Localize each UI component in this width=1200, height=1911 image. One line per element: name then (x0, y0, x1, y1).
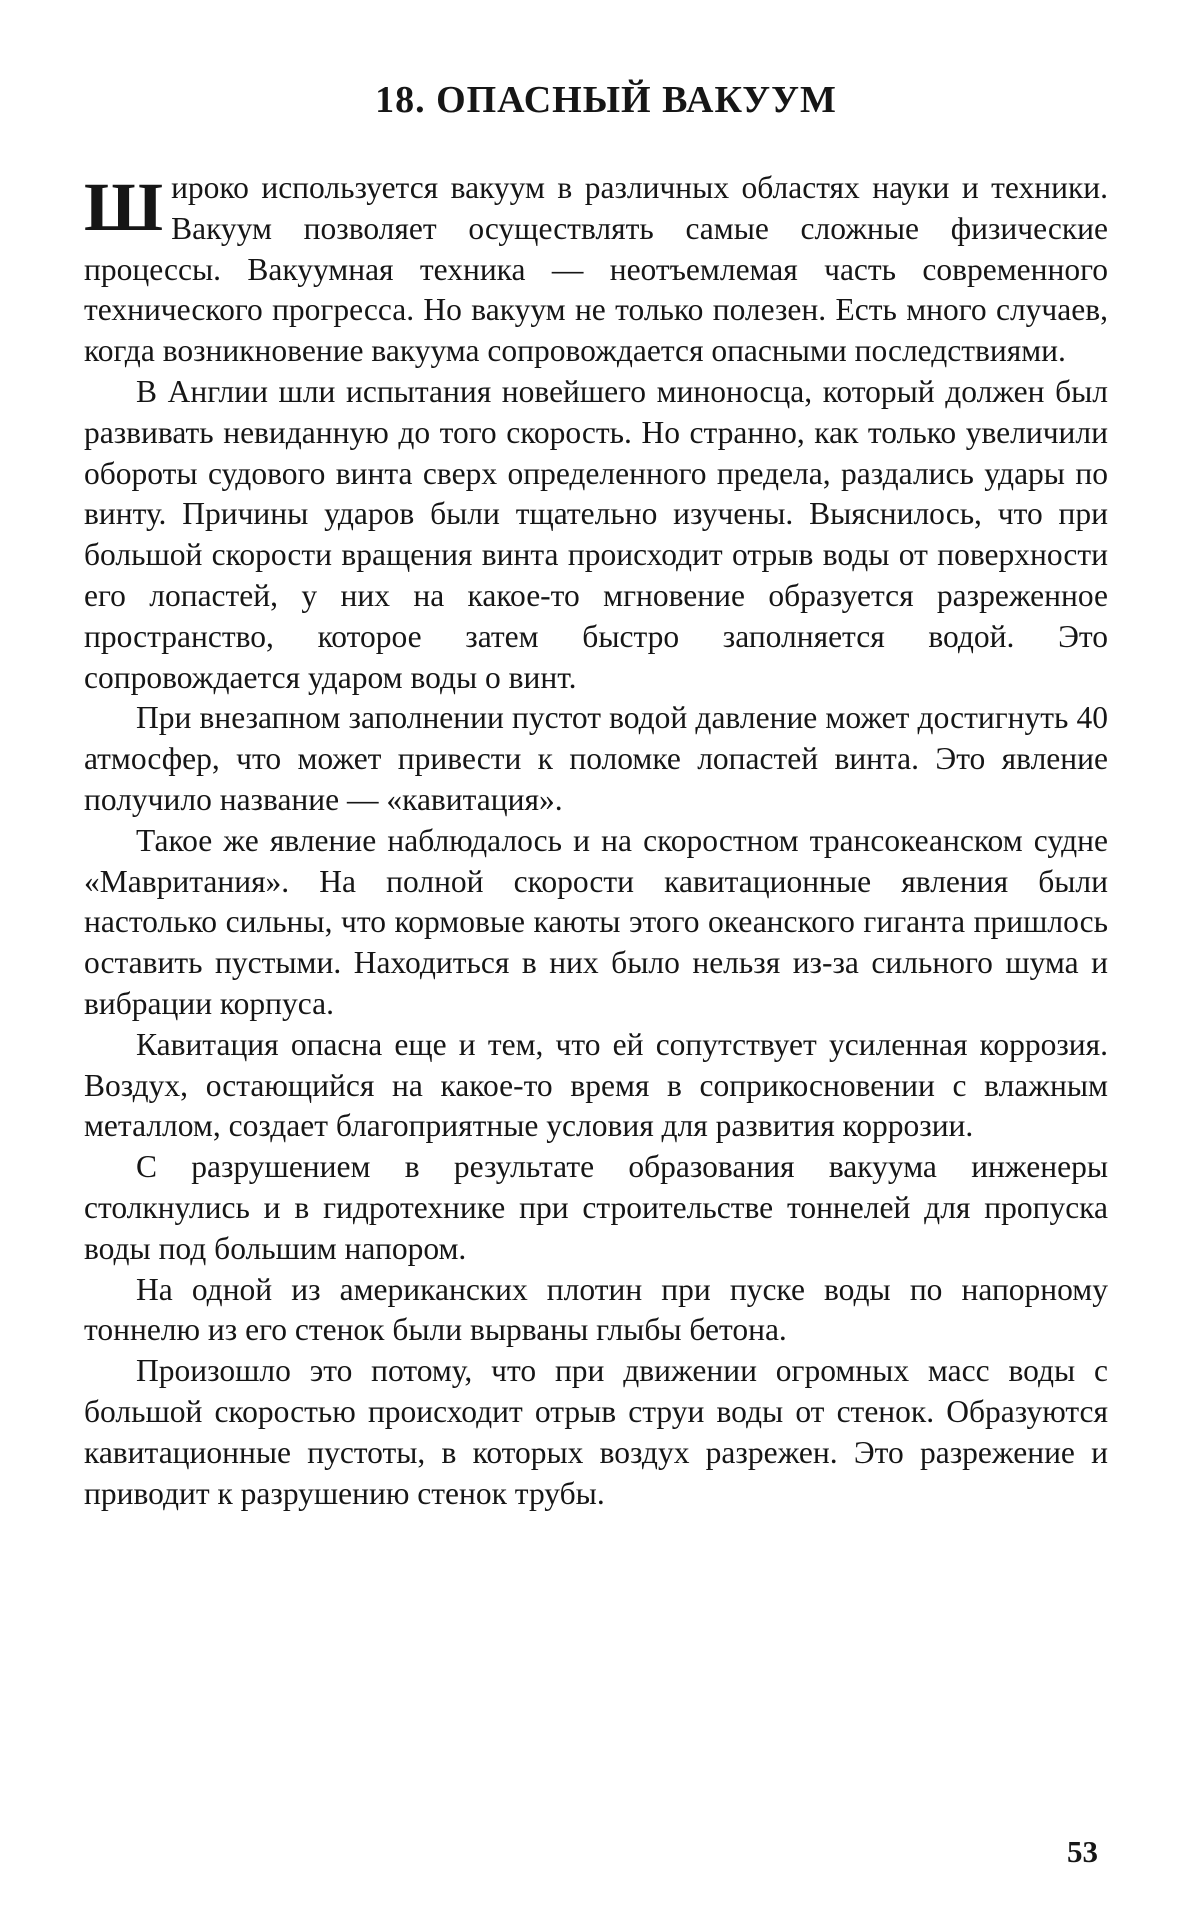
paragraph-1 (84, 168, 1108, 372)
paragraph-4: Такое же явление наблюдалось и на скоростном трансокеанском судне «Мавритания». На полной скорости кавитационные явления были настолько сильны, что кормовые каюты этого океанского гиганта пришлось оставить пустыми. Находиться в них было нельзя из-за сильного шума и вибрации корпуса. (84, 822, 1108, 1021)
paragraph-7: На одной из американских плотин при пуске воды по напорному тоннелю из его стенок были вырваны глыбы бетона. (84, 1271, 1108, 1348)
book-page (84, 60, 1108, 1880)
chapter-title: 18. ОПАСНЫЙ ВАКУУМ (375, 79, 837, 121)
drop-cap: Ш (84, 169, 164, 245)
paragraph-3: При внезапном заполнении пустот водой давление может достигнуть 40 атмосфер, что может привести к поломке лопастей винта. Это явление получило название — «кавитация». (84, 700, 1108, 817)
paragraph-2: В Англии шли испытания новейшего миноносца, который должен был развивать невиданную до того скорость. Но странно, как только увеличили обороты судового винта сверх определенного предела, раздались удары по винту. Причины ударов были тщательно изучены. Выяснилось, что при большой скорости вращения винта происходит отрыв воды от поверхности его лопастей, у них на какое-то мгновение образуется разреженное пространство, которое затем быстро заполняется водой. Это сопровождается ударом воды о винт. (84, 373, 1108, 695)
page-number: 53 (1067, 1834, 1098, 1869)
chapter-body (84, 168, 1108, 1514)
paragraph-5: Кавитация опасна еще и тем, что ей сопутствует усиленная коррозия. Воздух, остающийся на какое-то время в соприкосновении с влажным металлом, создает благоприятные условия для развития коррозии. (84, 1026, 1108, 1144)
paragraph-8: Произошло это потому, что при движении огромных масс воды с большой скоростью происходит отрыв струи воды от стенок. Образуются кавитационные пустоты, в которых воздух разрежен. Это разрежение и приводит к разрушению стенок трубы. (84, 1353, 1108, 1511)
paragraph-1-text: ироко используется вакуум в различных областях науки и техники. Вакуум позволяет осуществлять самые сложные физические процессы. Вакуумная техника — неотъемлемая часть современного технического прогресса. Но вакуум не только полезен. Есть много случаев, когда возникновение вакуума сопровождается опасными последствиями. (84, 170, 1108, 369)
paragraph-6: С разрушением в результате образования вакуума инженеры столкнулись и в гидротехнике при строительстве тоннелей для пропуска воды под большим напором. (84, 1149, 1108, 1266)
